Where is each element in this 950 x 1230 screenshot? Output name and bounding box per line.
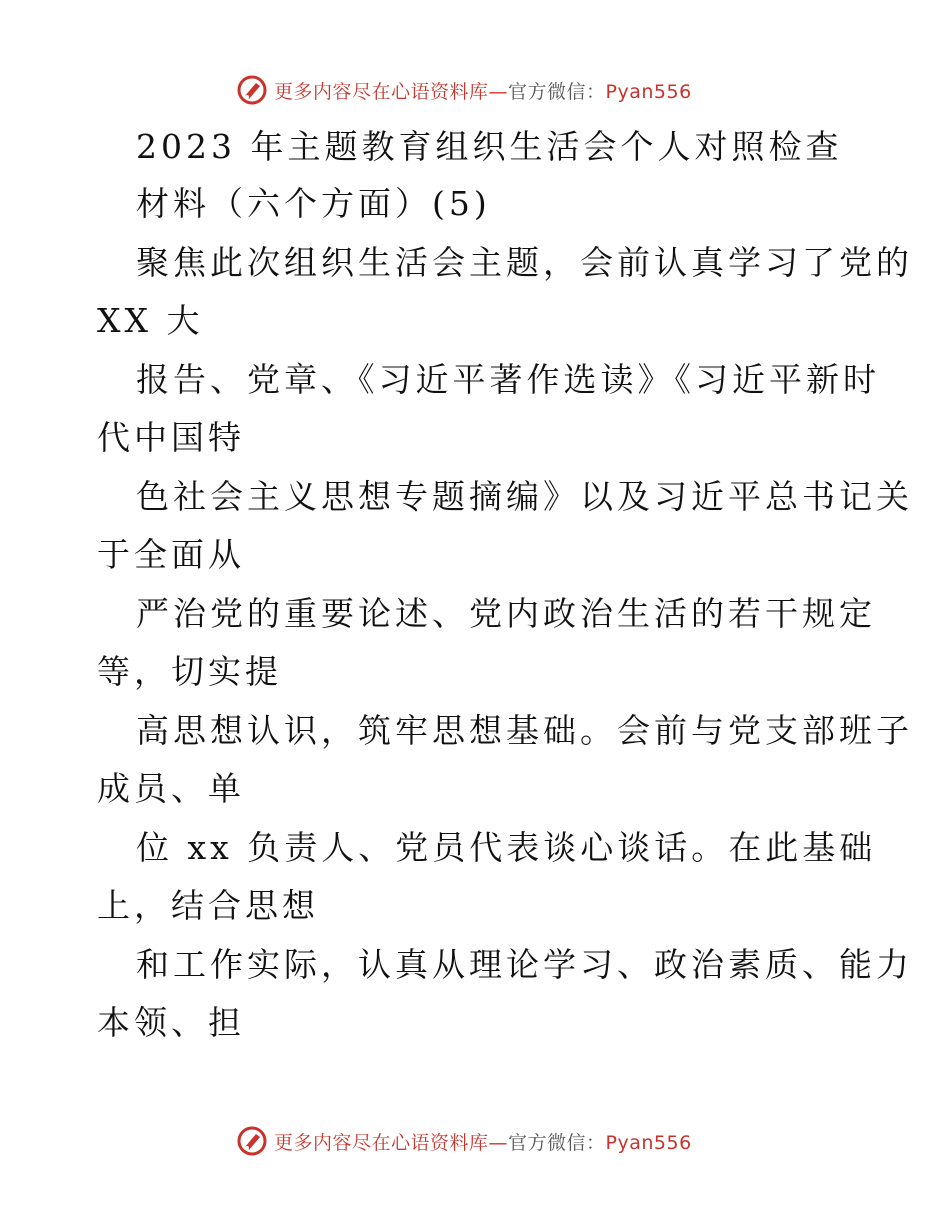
brand-logo-icon <box>236 1125 268 1157</box>
text-line: 上，结合思想 <box>97 886 319 925</box>
text-line: XX 大 <box>97 301 204 340</box>
watermark-wechat-id: Pyan556 <box>605 80 692 103</box>
text-line: 成员、单 <box>97 769 245 808</box>
text-line: 代中国特 <box>97 418 245 457</box>
title-line-1: 2023 年主题教育组织生活会个人对照检查 <box>136 127 843 166</box>
text-line: 聚焦此次组织生活会主题，会前认真学习了党的 <box>136 243 913 282</box>
text-line: 和工作实际，认真从理论学习、政治素质、能力 <box>136 945 913 984</box>
text-line: 本领、担 <box>97 1003 245 1042</box>
watermark-wechat-id: Pyan556 <box>605 1131 692 1154</box>
text-line: 报告、党章、《习近平著作选读》《习近平新时 <box>136 360 880 399</box>
watermark-main: 更多内容尽在心语资料库 <box>274 1131 489 1154</box>
watermark-dash: — <box>488 80 509 103</box>
watermark-dash: — <box>488 1131 509 1154</box>
text-line: 严治党的重要论述、党内政治生活的若干规定 <box>136 594 876 633</box>
watermark-footer <box>236 1124 692 1158</box>
text-line: 色社会主义思想专题摘编》以及习近平总书记关 <box>136 477 913 516</box>
watermark-official: 官方微信： <box>508 80 606 103</box>
text-line: 等，切实提 <box>97 652 282 691</box>
brand-logo-icon <box>236 74 268 106</box>
watermark-text <box>274 77 692 104</box>
watermark-main: 更多内容尽在心语资料库 <box>274 80 489 103</box>
watermark-official: 官方微信： <box>508 1131 606 1154</box>
text-line: 位 xx 负责人、党员代表谈心谈话。在此基础 <box>136 828 877 867</box>
text-line: 于全面从 <box>97 535 245 574</box>
watermark-header <box>236 73 692 107</box>
watermark-text <box>274 1128 692 1155</box>
text-line: 高思想认识，筑牢思想基础。会前与党支部班子 <box>136 711 913 750</box>
title-line-2: 材料（六个方面）(5) <box>136 184 491 223</box>
